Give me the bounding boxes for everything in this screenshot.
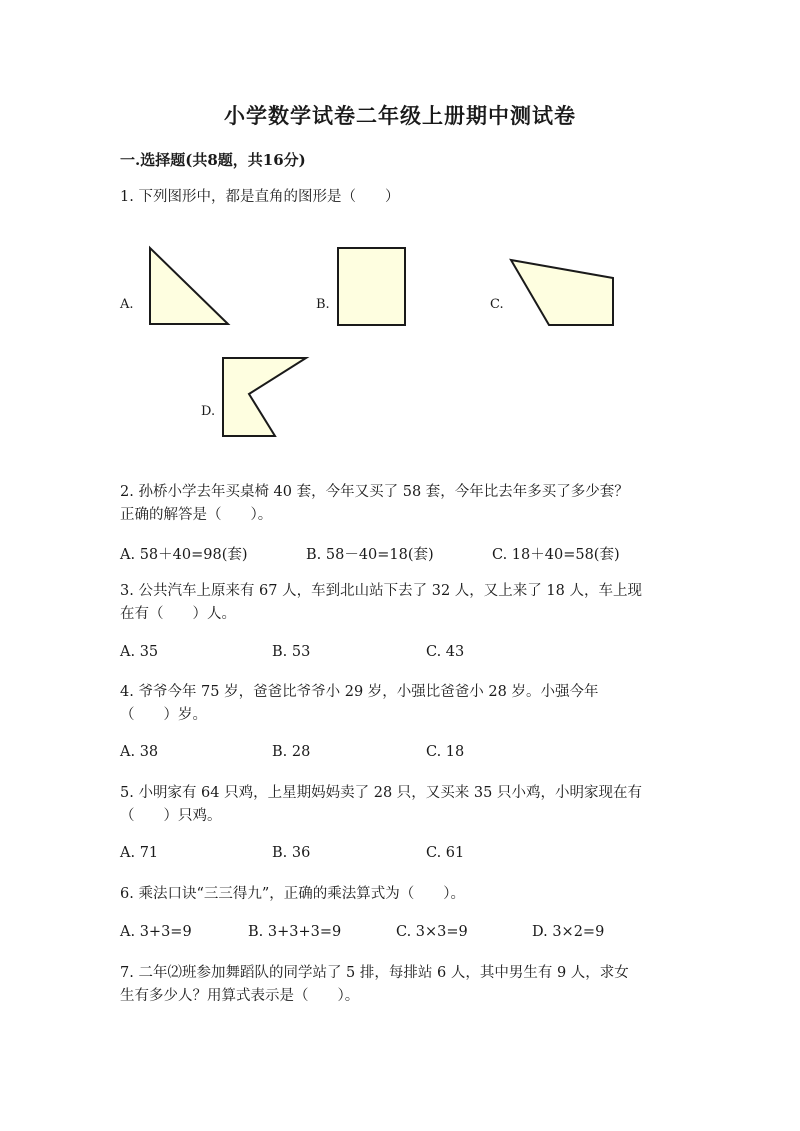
q5-option-b: B. 36: [272, 845, 311, 861]
question-5-line-2: （ ）只鸡。: [120, 808, 222, 824]
question-2-line-2: 正确的解答是（ ）。: [120, 507, 273, 523]
question-1-text: 1. 下列图形中，都是直角的图形是（ ）: [120, 189, 400, 205]
question-2-line-1: 2. 孙桥小学去年买桌椅 40 套，今年又买了 58 套，今年比去年多买了多少套？: [120, 484, 629, 500]
section-heading: 一.选择题(共8题，共16分): [120, 151, 306, 169]
q6-option-c: C. 3×3=9: [396, 924, 468, 940]
question-3-line-1: 3. 公共汽车上原来有 67 人，车到北山站下去了 32 人，又上来了 18 人，车上现: [120, 583, 642, 599]
q1-option-c-label: C.: [490, 297, 504, 312]
question-3-line-2: 在有（ ）人。: [120, 606, 236, 622]
q6-option-a: A. 3+3=9: [120, 924, 192, 940]
q4-option-c: C. 18: [426, 744, 465, 760]
q1-option-b-label: B.: [316, 297, 330, 312]
question-7-line-1: 7. 二年⑵班参加舞蹈队的同学站了 5 排，每排站 6 人，其中男生有 9 人，求女: [120, 965, 629, 981]
rectangle-shape: [330, 240, 420, 335]
question-5-line-1: 5. 小明家有 64 只鸡，上星期妈妈卖了 28 只，又买来 35 只小鸡，小明家现在有: [120, 785, 642, 801]
q5-option-a: A. 71: [120, 845, 159, 861]
concave-pentagon-shape: [215, 350, 315, 445]
question-7-line-2: 生有多少人？用算式表示是（ ）。: [120, 988, 360, 1004]
question-6-line-1: 6. 乘法口诀“三三得九”，正确的乘法算式为（ ）。: [120, 886, 466, 902]
q5-option-c: C. 61: [426, 845, 465, 861]
page-title: 小学数学试卷二年级上册期中测试卷: [224, 103, 576, 128]
question-4-line-1: 4. 爷爷今年 75 岁，爸爸比爷爷小 29 岁，小强比爸爸小 28 岁。小强今年: [120, 684, 599, 700]
q6-option-b: B. 3+3+3=9: [248, 924, 342, 940]
question-4-line-2: （ ）岁。: [120, 707, 207, 723]
q3-option-c: C. 43: [426, 644, 465, 660]
q1-option-a-label: A.: [120, 297, 134, 312]
q4-option-b: B. 28: [272, 744, 311, 760]
right-triangle-shape: [140, 240, 240, 335]
q3-option-b: B. 53: [272, 644, 311, 660]
q2-option-a: A. 58＋40=98(套): [120, 547, 248, 563]
q4-option-a: A. 38: [120, 744, 159, 760]
q2-option-b: B. 58－40=18(套): [306, 547, 434, 563]
q3-option-a: A. 35: [120, 644, 159, 660]
q6-option-d: D. 3×2=9: [532, 924, 605, 940]
q2-option-c: C. 18＋40=58(套): [492, 547, 620, 563]
quadrilateral-shape: [500, 250, 630, 335]
q1-option-d-label: D.: [201, 404, 216, 419]
